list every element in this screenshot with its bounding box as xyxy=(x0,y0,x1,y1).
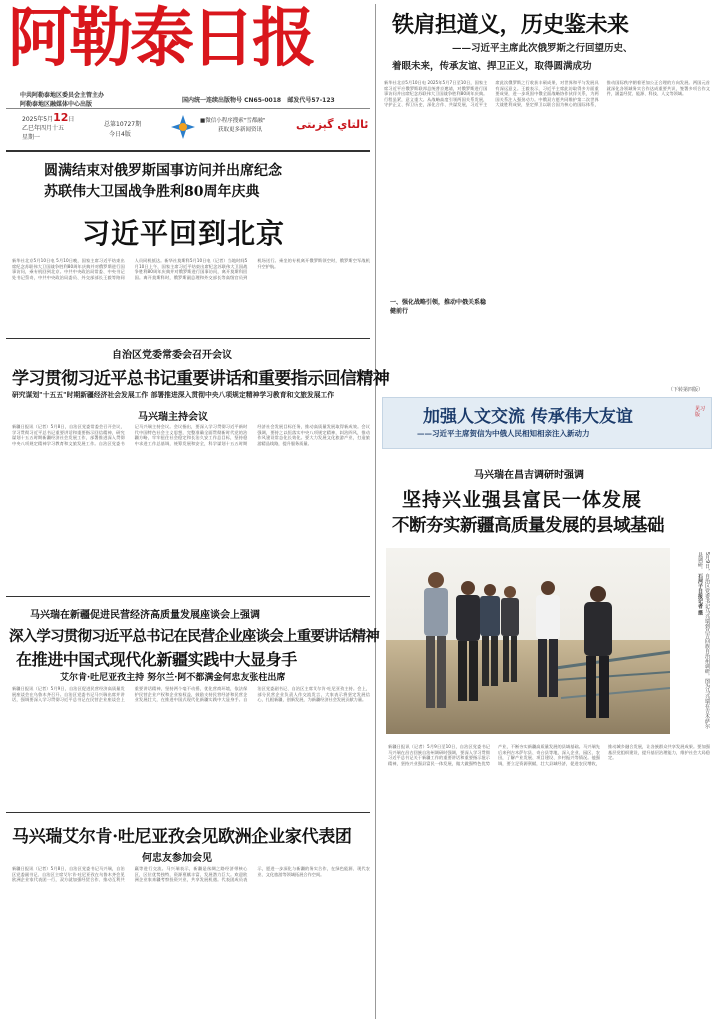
history-sub-1: ——习近平主席此次俄罗斯之行回望历史、 xyxy=(452,43,633,54)
date-year: 2025年 xyxy=(22,116,44,123)
date-day: 12 xyxy=(53,111,69,124)
uyghur-title: ئالتاي گېزىتى xyxy=(296,118,369,131)
sponsor-line-1: 中共阿勒泰地区委员会主管主办 xyxy=(20,92,105,99)
meeting-body: 新疆日报讯（记者）5月8日，自治区党委常委会召开会议，学习贯彻习近平总书记重要讲话和重要指示回信精神，研究谋划十五五时期新疆经济社会发展工作，部署推进深入贯彻中央八项规定精神学习教育和文旅发展工作。自治区党委书记马兴瑞主持会议。会议指出，要深入学习贯彻习近平新时代中国特色社会主义思想，完整准确全面贯彻新时代党的治疆方略，牢牢扭住社会稳定和长治久安工作总目标，坚持稳中求进工作总基调，统筹发展和安全，科学谋划十五五时期经济社会发展目标任务，推动高质量发展取得新成效。会议强调，要持之以恒落实中央八项规定精神，纠治四风，推动作风建设常态化长效化。要大力发展文化旅游产业，打造旅游精品线路，提升服务质量。 xyxy=(12,424,370,446)
post-code: 邮发代号57-123 xyxy=(287,97,335,104)
history-headline: 铁肩担道义，历史鉴未来 xyxy=(392,12,629,38)
date-month: 5月 xyxy=(43,116,54,123)
lunar-date: 乙巳年四月十五 xyxy=(22,125,65,132)
meeting-headline: 学习贯彻习近平总书记重要讲话和重要指示回信精神 xyxy=(12,369,390,389)
publication-codes xyxy=(182,95,335,104)
meeting-kicker: 自治区党委常委会召开会议 xyxy=(112,350,232,361)
app-promo xyxy=(200,117,265,135)
page-count: 今日4版 xyxy=(109,131,131,138)
private-attendees: 艾尔肯·吐尼亚孜主持 努尔兰·阿不都满金何忠友张柱出席 xyxy=(60,673,286,683)
app-logo-icon xyxy=(170,114,196,140)
sponsor-line-2: 阿勒泰地区融媒体中心出版 xyxy=(20,101,93,108)
culture-headline: 加强人文交流 传承伟大友谊 xyxy=(423,407,633,427)
county-photo xyxy=(386,548,670,734)
private-body: 新疆日报讯（记者）5月9日，自治区促进民营经济高质量发展座谈会在乌鲁木齐召开。自治区党委书记马兴瑞出席并讲话，强调要深入学习贯彻习近平总书记在民营企业座谈会上重要讲话精神，坚持两个毫不动摇，优化营商环境，依法保护民营企业产权和企业家权益，鼓励支持民营经济和民营企业发展壮大，在推进中国式现代化新疆实践中大显身手。自治区党委副书记、自治区主席艾尔肯·吐尼亚孜主持。会上，部分民营企业负责人作交流发言，大家表示将坚定发展信心，扎根新疆，创新发展，为新疆经济社会发展贡献力量。 xyxy=(12,686,370,703)
lead-kicker-1: 圆满结束对俄罗斯国事访问并出席纪念 xyxy=(44,163,282,179)
issue-info xyxy=(104,120,141,140)
culture-box xyxy=(382,397,712,449)
cn-code: 国内统一连续出版物号 CN65-0018 xyxy=(182,97,282,104)
date-day-suffix: 日 xyxy=(68,116,75,123)
lead-headline: 习近平回到北京 xyxy=(82,217,286,250)
meeting-presider: 马兴瑞主持会议 xyxy=(138,412,208,423)
private-kicker: 马兴瑞在新疆促进民营经济高质量发展座谈会上强调 xyxy=(30,610,260,621)
weekday: 星期一 xyxy=(22,134,41,141)
caption-text: 5月9日，自治区党委书记马兴瑞到昌吉回族自治州调研。图为马兴瑞在吉木萨尔县调研。 xyxy=(697,552,710,729)
county-kicker: 马兴瑞在昌吉调研时强调 xyxy=(474,470,584,481)
app-promo-line2: 获取更多新闻资讯 xyxy=(218,127,263,133)
lead-body: 新华社北京5月10日电 5月10日晚，国家主席习近平结束出席纪念苏联伟大卫国战争胜利80周年庆典并对俄罗斯进行国事访问，乘专机回到北京。中共中央政治局常委、中央书记处书记蔡奇，中共中央政治局委员、外交部部长王毅等陪同人员同机抵达。新华社莫斯科5月10日电（记者）当地时间5月10日上午，国家主席习近平结束出席纪念苏联伟大卫国战争胜利80周年庆典并对俄罗斯进行国事访问，离开莫斯科回国。离开莫斯科时，俄罗斯副总理和外交部长等高级官员到机场送行。乘坐的专机离开俄罗斯领空时，俄罗斯空军战机升空护航。 xyxy=(12,258,370,280)
private-headline-2: 在推进中国式现代化新疆实践中大显身手 xyxy=(16,650,297,669)
county-body: 新疆日报讯（记者）5月9日至10日，自治区党委书记马兴瑞在昌吉回族自治州调研时强调，要深入学习贯彻习近平总书记关于新疆工作的重要讲话和重要指示批示精神，坚持兴业强县富民一体发展，做大做强特色优势产业，不断夯实新疆高质量发展的县域基础。马兴瑞先后来到吉木萨尔县、奇台县等地，深入企业、园区、农田，了解产业发展、项目建设、乡村振兴等情况。他强调，要立足资源禀赋，壮大县域经济，促进农民增收，推动城乡融合发展，让各族群众共享发展成果。要加强基层党组织建设，提升基层治理能力，维护社会大局稳定。 xyxy=(388,744,710,766)
masthead-sponsor xyxy=(20,91,104,109)
county-headline-1: 坚持兴业强县富民一体发展 xyxy=(402,489,643,511)
culture-tag: 见习版 xyxy=(695,406,706,418)
europe-headline: 马兴瑞艾尔肯·吐尼亚孜会见欧洲企业家代表团 xyxy=(12,827,352,847)
issue-number: 总第10727期 xyxy=(104,121,142,128)
county-photo-caption xyxy=(674,552,710,732)
masthead-title: 阿勒泰日报 xyxy=(8,1,313,76)
europe-sub: 何忠友参加会见 xyxy=(142,853,212,864)
europe-body: 新疆日报讯（记者）5月8日，自治区党委书记马兴瑞，自治区党委副书记、自治区主席艾尔肯·吐尼亚孜在乌鲁木齐会见欧洲企业家代表团一行，双方就加强经贸合作、推动互利共赢等进行交流。马兴瑞表示，新疆是丝绸之路经济带核心区，区位优势独特，资源禀赋丰富，发展潜力巨大。欢迎欧洲企业家来疆考察投资兴业，共享发展机遇。代表团成员表示，愿进一步深化与新疆的务实合作，在绿色能源、现代农业、文化旅游等领域拓展合作空间。 xyxy=(12,866,370,883)
lead-kicker-2: 苏联伟大卫国战争胜利80周年庆典 xyxy=(44,184,260,200)
photo-credit: 石河子日报记者 摄 xyxy=(697,573,703,616)
app-promo-line1: ■微信小程序搜索"雪都融" xyxy=(200,118,266,124)
county-headline-2: 不断夯实新疆高质量发展的县域基础 xyxy=(392,516,664,536)
history-sub-2: 着眼未来，传承友谊、捍卫正义，取得圆满成功 xyxy=(392,61,592,72)
private-headline-1: 深入学习贯彻习近平总书记在民营企业座谈会上重要讲话精神 xyxy=(9,628,379,645)
history-continued: （下转第四版） xyxy=(668,387,704,393)
history-body: 新华社北京5月10日电 2025年5月7日至10日，国家主席习近平应俄罗斯联邦总统普京邀请，对俄罗斯进行国事访问并出席纪念苏联伟大卫国战争胜利80周年庆典。行程虽紧，意义重大。从战略高度引领两国关系发展，守护正义、捍卫历史，深化合作、共谋发展，习近平主席此次俄罗斯之行收获丰硕成果，对世界和平与发展具有深远意义。王毅表示，习近平主席此访取得多方面重要成果，进一步巩固中俄全面战略协作伙伴关系，为两国关系注入强劲动力。中俄双方愿共同维护第二次世界大战胜利成果，坚定捍卫以联合国为核心的国际体系，推动国际秩序朝着更加公正合理的方向发展。两国元首就深化各领域务实合作达成重要共识，签署多项合作文件，涵盖经贸、能源、科技、人文等领域。 xyxy=(384,80,710,108)
culture-sub: ——习近平主席贺信为中俄人民相知相亲注入新动力 xyxy=(417,429,590,438)
history-section-head: 一、强化战略引领，推动中俄关系稳健前行 xyxy=(390,296,490,318)
meeting-subheadline: 研究谋划"十五五"时期新疆经济社会发展工作 部署推进深入贯彻中央八项规定精神学习教育和文旅发展工作 xyxy=(12,391,335,399)
issue-date xyxy=(22,113,74,142)
